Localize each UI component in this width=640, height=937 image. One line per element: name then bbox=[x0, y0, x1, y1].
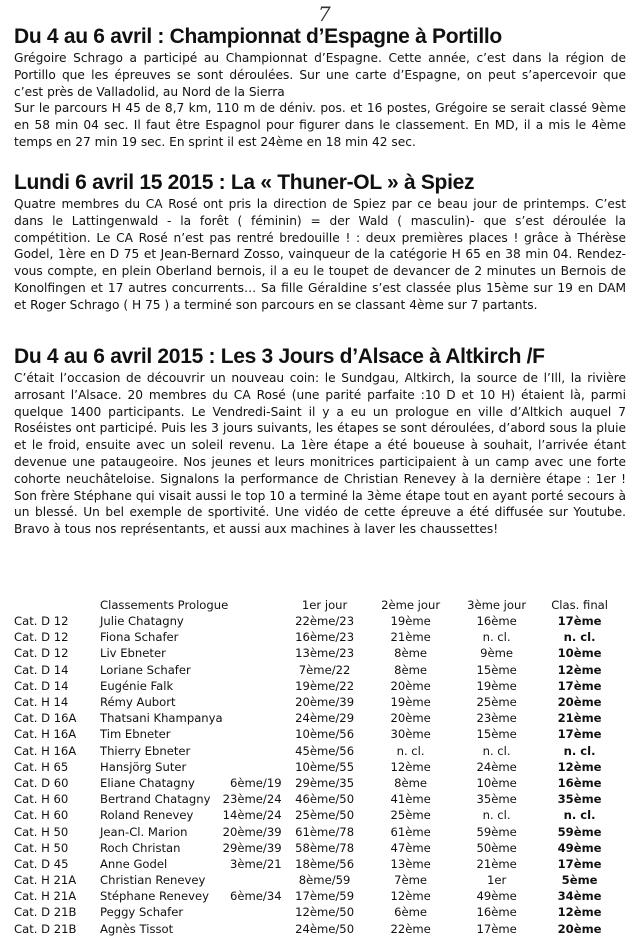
prologue-cell bbox=[223, 921, 282, 937]
category-cell: Cat. H 65 bbox=[14, 759, 69, 774]
table-row bbox=[14, 613, 620, 629]
category-cell: Cat. D 45 bbox=[14, 856, 69, 871]
table-row bbox=[14, 872, 620, 888]
name-cell: Jean-Cl. Marion bbox=[100, 824, 188, 839]
prologue-cell bbox=[223, 743, 282, 759]
day2-cell: 19ème bbox=[390, 695, 431, 710]
final-cell: 17ème bbox=[557, 614, 602, 629]
final-cell: 59ème bbox=[557, 824, 602, 839]
day1-cell: 18ème/56 bbox=[295, 856, 355, 871]
category-cell: Cat. D 12 bbox=[14, 614, 69, 629]
final-cell: 5ème bbox=[561, 873, 598, 888]
category-cell: Cat. D 16A bbox=[14, 711, 77, 726]
day1-cell: 29ème/35 bbox=[295, 775, 355, 790]
table-row bbox=[14, 823, 620, 839]
name-cell: Anne Godel bbox=[100, 856, 168, 871]
prologue-cell: 29ème/39 bbox=[222, 840, 282, 855]
day2-cell: 20ème bbox=[390, 711, 431, 726]
day1-cell: 61ème/78 bbox=[295, 824, 355, 839]
day2-cell: 8ème bbox=[394, 646, 428, 661]
day3-cell: 1er bbox=[486, 873, 507, 888]
prologue-cell: 6ème/19 bbox=[229, 775, 282, 790]
prologue-cell bbox=[223, 662, 282, 678]
day2-cell: 47ème bbox=[390, 840, 431, 855]
day2-cell: 19ème bbox=[390, 614, 431, 629]
day3-cell: n. cl. bbox=[482, 743, 511, 758]
final-cell: 34ème bbox=[557, 889, 602, 904]
day1-cell: 58ème/78 bbox=[295, 840, 355, 855]
category-cell: Cat. H 60 bbox=[14, 792, 69, 807]
header-day3: 3ème jour bbox=[467, 597, 527, 612]
category-cell: Cat. D 14 bbox=[14, 662, 69, 677]
section-spiez bbox=[14, 170, 626, 314]
day3-cell: 15ème bbox=[476, 662, 517, 677]
day3-cell: 25ème bbox=[476, 695, 517, 710]
table-row bbox=[14, 726, 620, 742]
category-cell: Cat. H 50 bbox=[14, 840, 69, 855]
day2-cell: 21ème bbox=[390, 630, 431, 645]
day3-cell: 16ème bbox=[476, 905, 517, 920]
category-cell: Cat. D 21B bbox=[14, 905, 77, 920]
day2-cell: 20ème bbox=[390, 678, 431, 693]
day1-cell: 13ème/23 bbox=[295, 646, 355, 661]
name-cell: Tim Ebneter bbox=[100, 727, 171, 742]
final-cell: 35ème bbox=[557, 792, 602, 807]
category-cell: Cat. H 21A bbox=[14, 873, 77, 888]
section-alsace bbox=[14, 344, 626, 538]
prologue-cell bbox=[223, 904, 282, 920]
category-cell: Cat. D 14 bbox=[14, 678, 69, 693]
table-row bbox=[14, 856, 620, 872]
day1-cell: 24ème/29 bbox=[295, 711, 355, 726]
prologue-cell: 6ème/34 bbox=[229, 889, 282, 904]
day1-cell: 24ème/50 bbox=[295, 921, 355, 936]
table-row bbox=[14, 791, 620, 807]
day3-cell: 35ème bbox=[476, 792, 517, 807]
name-cell: Fiona Schafer bbox=[100, 630, 179, 645]
table-row bbox=[14, 775, 620, 791]
day2-cell: 13ème bbox=[390, 856, 431, 871]
table-row bbox=[14, 662, 620, 678]
prologue-cell bbox=[223, 645, 282, 661]
section-title: Du 4 au 6 avril : Championnat d’Espagne à Portillo bbox=[14, 25, 502, 48]
day2-cell: 61ème bbox=[390, 824, 431, 839]
table-row bbox=[14, 904, 620, 920]
table-row bbox=[14, 629, 620, 645]
prologue-cell bbox=[223, 710, 282, 726]
name-cell: Loriane Schafer bbox=[100, 662, 191, 677]
name-cell: Thierry Ebneter bbox=[100, 743, 191, 758]
section-title: Du 4 au 6 avril 2015 : Les 3 Jours d’Alsace à Altkirch /F bbox=[14, 345, 545, 368]
day1-cell: 25ème/50 bbox=[295, 808, 355, 823]
section-paragraph: Grégoire Schrago a participé au Championnat d’Espagne. Cette année, c’est dans la région de Portillo que les épreuves se sont déroulées. Sur une carte d’Espagne, on peut s’apercevoir que c’est près de Valladolid, au Nord de la Sierra bbox=[14, 51, 626, 99]
day1-cell: 19ème/22 bbox=[295, 678, 355, 693]
table-row bbox=[14, 888, 620, 904]
day3-cell: 9ème bbox=[480, 646, 514, 661]
category-cell: Cat. H 14 bbox=[14, 695, 69, 710]
day2-cell: 41ème bbox=[390, 792, 431, 807]
day3-cell: 21ème bbox=[476, 856, 517, 871]
final-cell: 12ème bbox=[557, 759, 602, 774]
day1-cell: 7ème/22 bbox=[298, 662, 351, 677]
final-cell: n. cl. bbox=[563, 808, 596, 823]
day1-cell: 10ème/55 bbox=[295, 759, 355, 774]
day1-cell: 8ème/59 bbox=[298, 873, 351, 888]
name-cell: Julie Chatagny bbox=[100, 614, 184, 629]
table-row bbox=[14, 645, 620, 661]
table-row bbox=[14, 743, 620, 759]
name-cell: Stéphane Renevey bbox=[100, 889, 210, 904]
day3-cell: 15ème bbox=[476, 727, 517, 742]
category-cell: Cat. H 16A bbox=[14, 743, 77, 758]
day3-cell: 24ème bbox=[476, 759, 517, 774]
day1-cell: 12ème/50 bbox=[295, 905, 355, 920]
name-cell: Eugénie Falk bbox=[100, 678, 174, 693]
prologue-cell: 14ème/24 bbox=[222, 808, 282, 823]
day3-cell: n. cl. bbox=[482, 808, 511, 823]
category-cell: Cat. H 16A bbox=[14, 727, 77, 742]
table-row bbox=[14, 694, 620, 710]
final-cell: 12ème bbox=[557, 905, 602, 920]
name-cell: Agnès Tissot bbox=[100, 921, 174, 936]
section-title: Lundi 6 avril 15 2015 : La « Thuner-OL » à Spiez bbox=[14, 171, 475, 194]
header-day2: 2ème jour bbox=[381, 597, 441, 612]
prologue-cell bbox=[223, 726, 282, 742]
prologue-cell bbox=[223, 613, 282, 629]
category-cell: Cat. H 21A bbox=[14, 889, 77, 904]
table-row bbox=[14, 840, 620, 856]
section-paragraph: Sur le parcours H 45 de 8,7 km, 110 m de déniv. pos. et 16 postes, Grégoire se serait classé 9ème en 58 min 04 sec. Il faut être Espagnol pour figurer dans le classement. En MD, il a mis le 4ème temps en 27 min 19 sec. En sprint il est 24ème en 18 min 42 sec. bbox=[14, 101, 626, 149]
day2-cell: 8ème bbox=[394, 775, 428, 790]
name-cell: Bertrand Chatagny bbox=[100, 792, 211, 807]
name-cell: Roch Christan bbox=[100, 840, 181, 855]
day2-cell: 30ème bbox=[390, 727, 431, 742]
prologue-cell bbox=[223, 678, 282, 694]
header-prologue: Classements Prologue bbox=[100, 597, 229, 612]
final-cell: 21ème bbox=[557, 711, 602, 726]
final-cell: 16ème bbox=[557, 775, 602, 790]
final-cell: n. cl. bbox=[563, 630, 596, 645]
day2-cell: 6ème bbox=[394, 905, 428, 920]
prologue-cell: 23ème/24 bbox=[222, 792, 282, 807]
day1-cell: 20ème/39 bbox=[295, 695, 355, 710]
prologue-cell: 3ème/21 bbox=[229, 856, 282, 871]
final-cell: 17ème bbox=[557, 678, 602, 693]
day2-cell: 8ème bbox=[394, 662, 428, 677]
category-cell: Cat. D 21B bbox=[14, 921, 77, 936]
name-cell: Rémy Aubort bbox=[100, 695, 176, 710]
day3-cell: 10ème bbox=[476, 775, 517, 790]
table-row bbox=[14, 921, 620, 937]
day2-cell: 7ème bbox=[394, 873, 428, 888]
table-header-row bbox=[14, 596, 620, 613]
category-cell: Cat. D 60 bbox=[14, 775, 69, 790]
name-cell: Hansjörg Suter bbox=[100, 759, 187, 774]
table-row bbox=[14, 710, 620, 726]
day3-cell: 23ème bbox=[476, 711, 517, 726]
results-table bbox=[14, 596, 620, 937]
day3-cell: 17ème bbox=[476, 921, 517, 936]
name-cell: Liv Ebneter bbox=[100, 646, 166, 661]
prologue-cell bbox=[223, 629, 282, 645]
day1-cell: 16ème/23 bbox=[295, 630, 355, 645]
final-cell: 10ème bbox=[557, 646, 602, 661]
table-row bbox=[14, 678, 620, 694]
day3-cell: 16ème bbox=[476, 614, 517, 629]
final-cell: 20ème bbox=[557, 695, 602, 710]
category-cell: Cat. D 12 bbox=[14, 630, 69, 645]
header-final: Clas. final bbox=[551, 597, 608, 612]
day1-cell: 22ème/23 bbox=[295, 614, 355, 629]
day3-cell: 19ème bbox=[476, 678, 517, 693]
day2-cell: 12ème bbox=[390, 759, 431, 774]
final-cell: 17ème bbox=[557, 856, 602, 871]
header-day1: 1er jour bbox=[301, 597, 348, 612]
final-cell: 49ème bbox=[557, 840, 602, 855]
prologue-cell bbox=[223, 872, 282, 888]
final-cell: 12ème bbox=[557, 662, 602, 677]
final-cell: 17ème bbox=[557, 727, 602, 742]
name-cell: Eliane Chatagny bbox=[100, 775, 195, 790]
day1-cell: 46ème/50 bbox=[295, 792, 355, 807]
prologue-cell: 20ème/39 bbox=[222, 824, 282, 839]
name-cell: Christian Renevey bbox=[100, 873, 206, 888]
category-cell: Cat. H 50 bbox=[14, 824, 69, 839]
day2-cell: 22ème bbox=[390, 921, 431, 936]
name-cell: Peggy Schafer bbox=[100, 905, 184, 920]
prologue-cell bbox=[223, 759, 282, 775]
day3-cell: 50ème bbox=[476, 840, 517, 855]
section-paragraph: Quatre membres du CA Rosé ont pris la direction de Spiez par ce beau jour de printemps. C’est dans le Lattingenwald - la forêt ( féminin) = der Wald ( masculin)- que s’est déroulée la compétition. Le CA Rosé n’est pas rentré bredouille ! : deux premières places ! grâce à Thérèse Godel, 1ère en D 75 et Jean-Bernard Zosso, vainqueur de la catégorie H 65 en 38 min 04. Rendez-vous compte, en plein Oberland bernois, il a eu le toupet de devancer de 2 minutes un Bernois de Konolfingen et 17 autres concurrents… Sa fille Géraldine s’est classée plus 15ème sur 19 en DAM et Roger Schrago ( H 75 ) a terminé son parcours en se classant 4ème sur 7 partants. bbox=[14, 197, 626, 312]
day3-cell: n. cl. bbox=[482, 630, 511, 645]
final-cell: 20ème bbox=[557, 921, 602, 936]
prologue-cell bbox=[223, 694, 282, 710]
table-row bbox=[14, 807, 620, 823]
day2-cell: 12ème bbox=[390, 889, 431, 904]
section-paragraph: C’était l’occasion de découvrir un nouveau coin: le Sundgau, Altkirch, la source de l’Ill, la rivière arrosant l’Alsace. 20 membres du CA Rosé (une parité parfaite :10 D et 10 H) étaient là, parmi quelque 1400 participants. Le Vendredi-Saint il y a eu un prologue en ville d’Altkich auquel 7 Roséistes ont participé. Puis les 3 jours suivants, les étapes se sont déroulées, d’abord sous la pluie et le froid, ensuite avec un soleil revenu. La 1ère étape a été boueuse à souhait, l’arrivée étant devenue une pataugeoire. Nos jeunes et leurs monitrices participaient à un camp avec une forte cohorte neuchâteloise. Signalons la performance de Christian Renevey à la dernière étape : 1er ! Son frère Stéphane qui visait aussi le top 10 a terminé la 3ème étape tout en ayant porté secours à un blessé. Un bel exemple de sportivité. Une vidéo de cette épreuve a été diffusée sur Youtube. Bravo à tous nos représentants, et aussi aux machines à laver les chaussettes! bbox=[14, 371, 626, 537]
day3-cell: 59ème bbox=[476, 824, 517, 839]
section-espagne bbox=[14, 24, 626, 151]
day1-cell: 10ème/56 bbox=[295, 727, 355, 742]
final-cell: n. cl. bbox=[563, 743, 596, 758]
category-cell: Cat. D 12 bbox=[14, 646, 69, 661]
day3-cell: 49ème bbox=[476, 889, 517, 904]
day2-cell: n. cl. bbox=[396, 743, 425, 758]
name-cell: Roland Renevey bbox=[100, 808, 194, 823]
page-number: 7 bbox=[318, 2, 331, 26]
table-row bbox=[14, 759, 620, 775]
day2-cell: 25ème bbox=[390, 808, 431, 823]
day1-cell: 17ème/59 bbox=[295, 889, 355, 904]
name-cell: Thatsani Khampanya bbox=[100, 711, 223, 726]
day1-cell: 45ème/56 bbox=[295, 743, 355, 758]
category-cell: Cat. H 60 bbox=[14, 808, 69, 823]
